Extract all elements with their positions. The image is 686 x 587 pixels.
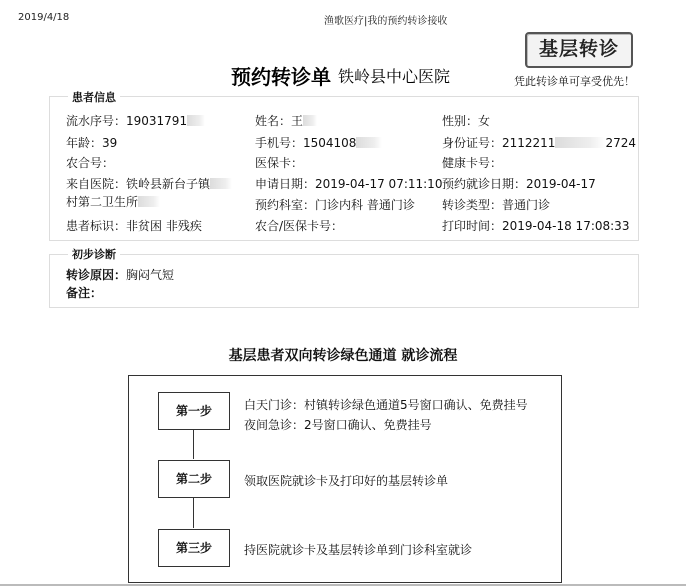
age: 年龄：39 (66, 136, 118, 150)
step-3-box: 第三步 (158, 529, 230, 567)
rural-coop-number: 农合号： (66, 156, 115, 170)
gender: 性别：女 (442, 114, 491, 128)
step-2-text: 领取医院就诊卡及打印好的基层转诊单 (244, 474, 449, 488)
from-hospital-line1: 来自医院：铁岭县新台子镇 (66, 175, 232, 192)
flow-connector (193, 498, 194, 528)
patient-name: 姓名：王 (255, 112, 317, 129)
print-page-title: 渔歌医疗|我的预约转诊接收 (324, 16, 448, 27)
hospital-name: 铁岭县中心医院 (338, 67, 451, 86)
print-time: 打印时间：2019-04-18 17:08:33 (442, 219, 630, 233)
step-1-box: 第一步 (158, 392, 230, 430)
form-title: 预约转诊单 (231, 65, 331, 89)
phone-number: 手机号：1504108 (255, 134, 382, 151)
page-bottom-divider (0, 584, 686, 586)
step-1-text-night: 夜间急诊：2号窗口确认、免费挂号 (244, 418, 432, 432)
step-1-text-day: 白天门诊：村镇转诊绿色通道5号窗口确认、免费挂号 (244, 398, 528, 412)
remarks: 备注： (66, 286, 103, 300)
id-number: 身份证号：2112211 2724 (442, 136, 636, 150)
insurance-card: 医保卡： (255, 156, 304, 170)
transfer-type: 转诊类型：普通门诊 (442, 198, 551, 212)
serial-number: 流水序号：19031791 (66, 112, 205, 129)
flow-connector (193, 429, 194, 459)
patient-tags: 患者标识：非贫困 非残疾 (66, 219, 202, 233)
print-date: 2019/4/18 (18, 12, 70, 23)
from-hospital-line2: 村第二卫生所 (66, 193, 160, 210)
flow-title: 基层患者双向转诊绿色通道 就诊流程 (228, 348, 458, 364)
health-card-number: 健康卡号： (442, 156, 503, 170)
rural-insurance-number: 农合/医保卡号： (255, 219, 344, 233)
transfer-reason: 转诊原因：胸闷气短 (66, 268, 175, 282)
referral-stamp: 基层转诊 (525, 32, 633, 68)
redaction-mask (356, 137, 382, 148)
redaction-mask (187, 115, 205, 126)
redaction-mask (138, 196, 160, 207)
redaction-mask (303, 115, 317, 126)
priority-note: 凭此转诊单可享受优先！ (514, 75, 635, 88)
step-2-box: 第二步 (158, 460, 230, 498)
step-3-text: 持医院就诊卡及基层转诊单到门诊科室就诊 (244, 543, 473, 557)
apply-date: 申请日期：2019-04-17 07:11:10 (255, 177, 443, 191)
redaction-mask (555, 137, 605, 148)
visit-date: 预约就诊日期：2019-04-17 (442, 177, 596, 191)
patient-info-legend: 患者信息 (68, 89, 120, 105)
redaction-mask (210, 178, 232, 189)
appointment-dept: 预约科室：门诊内科 普通门诊 (255, 198, 415, 212)
diagnosis-legend: 初步诊断 (68, 246, 120, 262)
